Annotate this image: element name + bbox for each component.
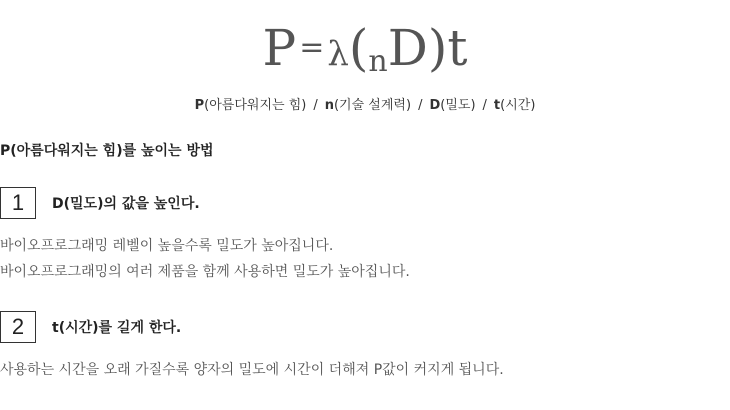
step-2-header bbox=[0, 311, 181, 343]
formula-p: P bbox=[262, 19, 297, 77]
step-number-box: 1 bbox=[0, 187, 36, 219]
formula-equals: = bbox=[299, 30, 325, 65]
legend-separator: / bbox=[482, 98, 487, 113]
formula-block bbox=[0, 18, 730, 115]
legend-separator: / bbox=[418, 98, 423, 113]
description-line: 바이오프로그래밍 레벨이 높을수록 밀도가 높아집니다. bbox=[0, 238, 334, 254]
legend-item-d: D(밀도) bbox=[429, 98, 476, 113]
formula-lambda: λ bbox=[327, 34, 349, 74]
step-1-header bbox=[0, 187, 200, 219]
step-2-description bbox=[0, 357, 504, 383]
formula-n: n bbox=[368, 44, 388, 79]
description-line: 바이오프로그래밍의 여러 제품을 함께 사용하면 밀도가 높아집니다. bbox=[0, 264, 410, 280]
legend-separator: / bbox=[313, 98, 318, 113]
step-title: D(밀도)의 값을 높인다. bbox=[52, 196, 200, 212]
formula-open-paren: ( bbox=[348, 19, 369, 77]
step-number-box: 2 bbox=[0, 311, 36, 343]
legend-item-p: P(아름다워지는 힘) bbox=[194, 98, 307, 113]
step-title: t(시간)를 길게 한다. bbox=[52, 320, 182, 336]
description-line: 사용하는 시간을 오래 가질수록 양자의 밀도에 시간이 더해져 P값이 커지게 됩니다. bbox=[0, 362, 504, 378]
formula-legend bbox=[0, 97, 730, 115]
formula bbox=[0, 18, 730, 92]
legend-item-t: t(시간) bbox=[493, 98, 536, 113]
formula-close-paren: ) bbox=[427, 19, 448, 77]
formula-t: t bbox=[447, 19, 468, 77]
step-1-description bbox=[0, 233, 410, 285]
section-title: P(아름다워지는 힘)를 높이는 방법 bbox=[0, 143, 214, 159]
legend-item-n: n(기술 설계력) bbox=[324, 98, 412, 113]
formula-d: D bbox=[387, 19, 428, 77]
